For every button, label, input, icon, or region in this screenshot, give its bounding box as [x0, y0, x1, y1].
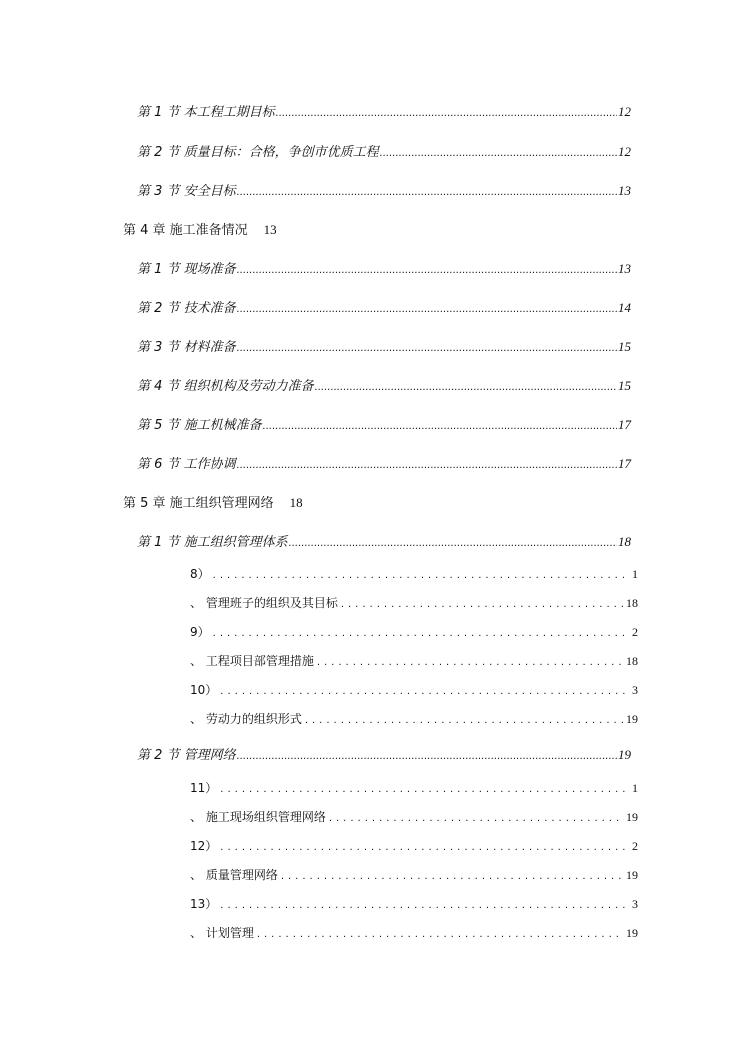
toc-entry-title: 第 2 节 管理网络	[137, 748, 236, 763]
dot-leader	[220, 900, 629, 911]
toc-entry	[137, 141, 631, 160]
dot-leader	[317, 657, 623, 668]
toc-chapter	[123, 492, 303, 511]
toc-subentry	[190, 623, 638, 640]
dot-leader	[213, 570, 629, 581]
toc-entry-page: 17	[618, 417, 631, 432]
toc-subentry	[190, 779, 638, 796]
toc-entry-page: 17	[618, 456, 631, 471]
toc-subentry-page: 18	[626, 654, 638, 668]
toc-entry-title: 第 4 节 组织机构及劳动力准备	[137, 379, 314, 394]
toc-subentry	[190, 565, 638, 582]
toc-subentry-title: 10）	[190, 683, 218, 697]
toc-subentry	[190, 652, 638, 669]
toc-subentry	[190, 924, 638, 941]
toc-entry	[137, 744, 631, 763]
dot-leader	[305, 715, 623, 726]
toc-entry-title: 第 1 节 现场准备	[137, 262, 236, 277]
toc-entry-page: 14	[618, 300, 631, 315]
toc-chapter	[123, 219, 277, 238]
toc-subentry-title: 、 质量管理网络	[190, 868, 278, 882]
dot-leader	[276, 108, 617, 119]
toc-entry-page: 13	[618, 183, 631, 198]
toc-subentry-title: 、 劳动力的组织形式	[190, 712, 302, 726]
toc-subentry	[190, 808, 638, 825]
toc-subentry-page: 19	[626, 712, 638, 726]
toc-subentry-title: 9）	[190, 625, 210, 639]
toc-entry	[137, 258, 631, 277]
toc-entry-title: 第 1 节 本工程工期目标	[137, 105, 275, 120]
dot-leader	[380, 148, 617, 159]
toc-subentry-page: 19	[626, 810, 638, 824]
dot-leader	[220, 842, 629, 853]
toc-subentry-page: 19	[626, 926, 638, 940]
toc-subentry-title: 8）	[190, 567, 210, 581]
toc-subentry-page: 3	[632, 683, 638, 697]
dot-leader	[237, 343, 617, 354]
toc-subentry	[190, 594, 638, 611]
toc-subentry-page: 3	[632, 897, 638, 911]
dot-leader	[315, 382, 617, 393]
toc-entry	[137, 101, 631, 120]
dot-leader	[237, 304, 617, 315]
toc-subentry-title: 12）	[190, 839, 218, 853]
toc-chapter-title: 第 5 章 施工组织管理网络	[123, 496, 274, 511]
toc-chapter-page: 18	[289, 495, 303, 510]
toc-subentry	[190, 895, 638, 912]
toc-subentry-title: 13）	[190, 897, 218, 911]
toc-entry	[137, 180, 631, 199]
dot-leader	[289, 538, 617, 549]
toc-entry-page: 18	[618, 534, 631, 549]
toc-subentry	[190, 837, 638, 854]
dot-leader	[237, 460, 617, 471]
toc-subentry-title: 11）	[190, 781, 218, 795]
toc-entry	[137, 336, 631, 355]
toc-entry-title: 第 2 节 技术准备	[137, 301, 236, 316]
toc-entry-title: 第 3 节 安全目标	[137, 184, 236, 199]
toc-entry	[137, 375, 631, 394]
toc-entry-title: 第 2 节 质量目标：合格，争创市优质工程	[137, 145, 379, 160]
toc-entry-title: 第 5 节 施工机械准备	[137, 418, 262, 433]
toc-entry-title: 第 6 节 工作协调	[137, 457, 236, 472]
dot-leader	[237, 751, 617, 762]
toc-subentry-page: 1	[632, 567, 638, 581]
dot-leader	[237, 187, 617, 198]
toc-subentry	[190, 866, 638, 883]
toc-entry-title: 第 3 节 材料准备	[137, 340, 236, 355]
toc-subentry-title: 、 施工现场组织管理网络	[190, 810, 326, 824]
dot-leader	[257, 929, 623, 940]
toc-subentry-page: 19	[626, 868, 638, 882]
toc-entry-page: 12	[618, 104, 631, 119]
toc-entry-page: 15	[618, 339, 631, 354]
dot-leader	[281, 871, 623, 882]
toc-entry-page: 19	[618, 747, 631, 762]
toc-subentry	[190, 710, 638, 727]
toc-subentry-page: 1	[632, 781, 638, 795]
dot-leader	[213, 628, 629, 639]
toc-entry	[137, 414, 631, 433]
dot-leader	[329, 813, 623, 824]
toc-entry-page: 15	[618, 378, 631, 393]
toc-entry-page: 12	[618, 144, 631, 159]
toc-subentry-title: 、 工程项目部管理措施	[190, 654, 314, 668]
toc-entry	[137, 531, 631, 550]
toc-entry-title: 第 1 节 施工组织管理体系	[137, 535, 288, 550]
toc-subentry-page: 2	[632, 839, 638, 853]
toc-subentry	[190, 681, 638, 698]
dot-leader	[263, 421, 617, 432]
toc-subentry-title: 、 管理班子的组织及其目标	[190, 596, 338, 610]
dot-leader	[237, 265, 617, 276]
toc-subentry-title: 、 计划管理	[190, 926, 254, 940]
toc-chapter-title: 第 4 章 施工准备情况	[123, 223, 248, 238]
toc-subentry-page: 2	[632, 625, 638, 639]
toc-entry-page: 13	[618, 261, 631, 276]
toc-entry	[137, 297, 631, 316]
dot-leader	[220, 784, 629, 795]
dot-leader	[341, 599, 623, 610]
toc-entry	[137, 453, 631, 472]
toc-chapter-page: 13	[263, 222, 277, 237]
dot-leader	[220, 686, 629, 697]
toc-subentry-page: 18	[626, 596, 638, 610]
